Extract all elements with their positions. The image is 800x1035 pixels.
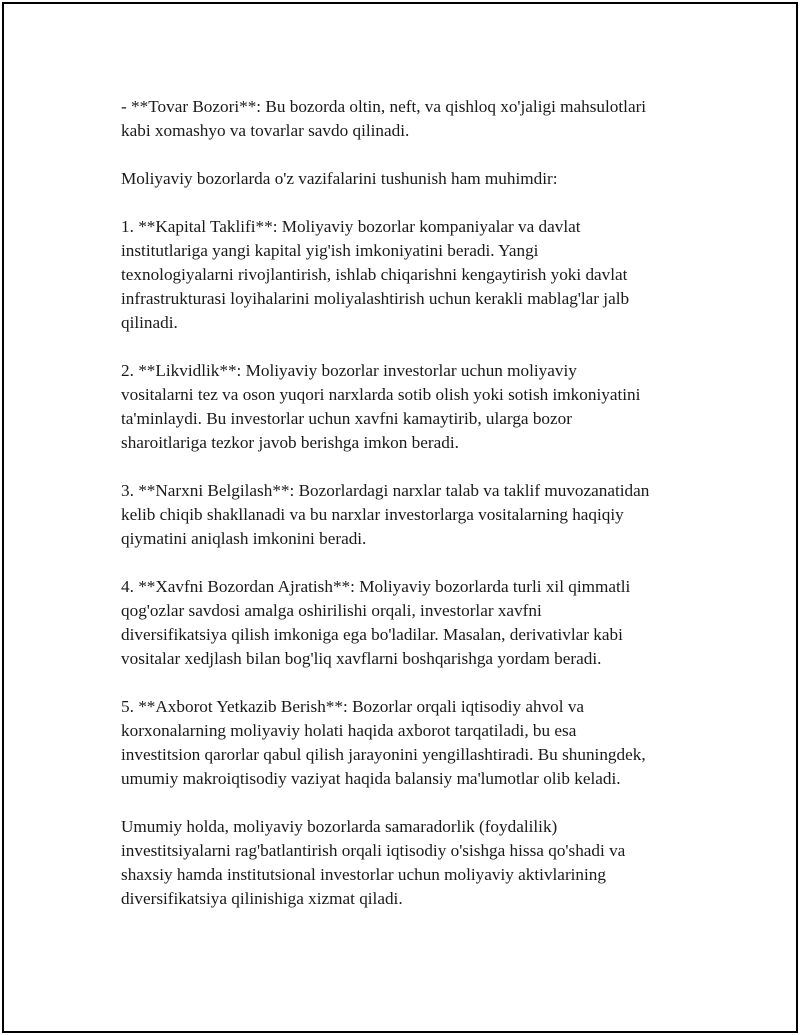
document-body	[121, 95, 721, 935]
page-frame	[2, 2, 798, 1033]
paragraph-narxni-belgilash: 3. **Narxni Belgilash**: Bozorlardagi narxlar talab va taklif muvozanatidan kelib chiqib shakllanadi va bu narxlar investorlarga vositalarning haqiqiy qiymatini aniqlash imkonini beradi.	[121, 481, 650, 548]
paragraph-likvidlik: 2. **Likvidlik**: Moliyaviy bozorlar investorlar uchun moliyaviy vositalarni tez va oson yuqori narxlarda sotib olish yoki sotish imkoniyatini ta'minlaydi. Bu investorlar uchun xavfni kamaytirib, ularga bozor sharoitlariga tezkor javob berishga imkon beradi.	[121, 361, 641, 452]
paragraph-xavfni-ajratish: 4. **Xavfni Bozordan Ajratish**: Moliyaviy bozorlarda turli xil qimmatli qog'ozlar savdosi amalga oshirilishi orqali, investorlar xavfni diversifikatsiya qilish imkoniga ega bo'ladilar. Masalan, derivativlar kabi vositalar xedjlash bilan bog'liq xavflarni boshqarishga yordam beradi.	[121, 577, 631, 668]
paragraph-intro-vazifalar: Moliyaviy bozorlarda o'z vazifalarini tushunish ham muhimdir:	[121, 169, 558, 188]
paragraph-kapital-taklifi: 1. **Kapital Taklifi**: Moliyaviy bozorlar kompaniyalar va davlat institutlariga yangi kapital yig'ish imkoniyatini beradi. Yangi texnologiyalarni rivojlantirish, ishlab chiqarishni kengaytirish yoki davlat infrastrukturasi loyihalarini moliyalashtirish uchun kerakli mablag'lar jalb qilinadi.	[121, 217, 630, 332]
paragraph-tovar-bozori: - **Tovar Bozori**: Bu bozorda oltin, neft, va qishloq xo'jaligi mahsulotlari kabi xomashyo va tovarlar savdo qilinadi.	[121, 97, 647, 140]
paragraph-axborot-yetkazish: 5. **Axborot Yetkazib Berish**: Bozorlar orqali iqtisodiy ahvol va korxonalarning moliyaviy holati haqida axborot tarqatiladi, bu esa investitsion qarorlar qabul qilish jarayonini yengillashtiradi. Bu shuningdek, umumiy makroiqtisodiy vaziyat haqida balansiy ma'lumotlar olib keladi.	[121, 697, 646, 788]
paragraph-conclusion: Umumiy holda, moliyaviy bozorlarda samaradorlik (foydalilik) investitsiyalarni rag'batlantirish orqali iqtisodiy o'sishga hissa qo'shadi va shaxsiy hamda institutsional investorlar uchun moliyaviy aktivlarining diversifikatsiya qilinishiga xizmat qiladi.	[121, 817, 626, 908]
